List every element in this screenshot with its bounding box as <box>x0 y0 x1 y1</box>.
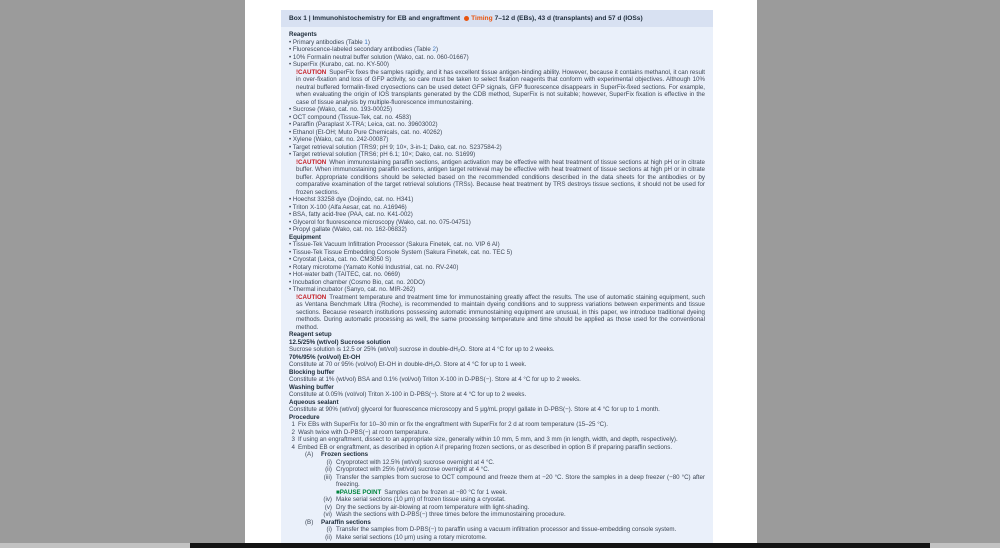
procedure-step <box>289 421 705 429</box>
subsection-heading <box>289 354 705 362</box>
text-run: • Triton X-100 (Alfa Aesar, cat. no. A16946) <box>289 203 407 211</box>
line-marker: (iii) <box>323 473 332 481</box>
text-run: Equipment <box>289 233 321 241</box>
list-item <box>289 106 705 114</box>
text-run: • SuperFix (Kurabo, cat. no. KY-500) <box>289 61 389 68</box>
line-text <box>336 511 705 519</box>
text-run: Blocking buffer <box>289 368 335 376</box>
text-run: • Hot-water bath (TAITEC, cat. no. 0669) <box>289 271 401 278</box>
list-item <box>289 114 705 122</box>
timing-label: Timing <box>471 15 493 22</box>
text-run: 12.5/25% (wt/vol) Sucrose solution <box>289 338 391 346</box>
line-marker: 3 <box>291 436 295 443</box>
list-item <box>289 144 705 152</box>
section-heading <box>289 414 705 422</box>
option-heading <box>305 451 705 459</box>
timing-clock-icon <box>464 16 469 21</box>
text-run: Transfer the samples from sucrose to OCT compound and freeze them at −20 °C. Store the samples in a deep freezer (−80 °C) after freezing. <box>336 473 705 488</box>
procedure-step <box>289 444 705 452</box>
list-item <box>289 129 705 137</box>
procedure-substep <box>316 459 705 467</box>
text-run: Cryoprotect with 25% (wt/vol) sucrose overnight at 4 °C. <box>336 466 490 473</box>
text-run: Sucrose solution is 12.5 or 25% (wt/vol) sucrose in double-dH₂O. Store at 4 °C for up to 2 weeks. <box>289 346 555 353</box>
setup-paragraph <box>289 361 705 369</box>
line-text <box>336 496 705 504</box>
line-marker: (i) <box>326 458 332 466</box>
box-body <box>281 27 713 548</box>
section-heading <box>289 331 705 339</box>
list-item <box>289 256 705 264</box>
text-run: Wash twice with D-PBS(−) at room temperature. <box>298 428 430 436</box>
section-heading <box>289 31 705 39</box>
text-run: • Target retrieval solution (TRS6; pH 6.1; 10×; Dako, cat. no. S1699) <box>289 151 476 158</box>
text-run: ) <box>435 46 439 53</box>
text-run: Aqueous sealant <box>289 398 339 406</box>
text-run: ) <box>367 38 370 46</box>
text-run: • Fluorescence-labeled secondary antibodies (Table <box>289 46 433 53</box>
line-text <box>321 451 705 459</box>
text-run: Embed EB or engraftment, as described in option A if preparing frozen sections, or as described in option B if preparing paraffin sections. <box>298 443 673 451</box>
procedure-substep <box>316 534 705 542</box>
line-text <box>336 466 705 474</box>
procedure-substep <box>316 474 705 489</box>
text-run: • Paraffin (Paraplast X-TRA; Leica, cat. no. 39603002) <box>289 121 438 128</box>
table-link[interactable]: 2 <box>432 46 436 53</box>
pause-point <box>336 489 705 497</box>
procedure-substep <box>316 496 705 504</box>
list-item <box>289 211 705 219</box>
box-title: Box 1 | Immunohistochemistry for EB and engraftment <box>289 15 461 22</box>
caution-note <box>289 69 705 107</box>
procedure-step <box>289 436 705 444</box>
list-item <box>289 46 705 54</box>
caution-note <box>289 159 705 197</box>
text-run: Washing buffer <box>289 383 334 391</box>
subsection-heading <box>289 399 705 407</box>
line-marker: (i) <box>326 526 332 533</box>
caution-label: !CAUTION <box>296 68 327 76</box>
line-text <box>336 504 705 512</box>
caution-label: !CAUTION <box>296 158 327 166</box>
text-run: • 10% Formalin neutral buffer solution (Wako, cat. no. 060-01667) <box>289 53 469 61</box>
list-item <box>289 136 705 144</box>
list-item <box>289 286 705 294</box>
text-run: • Incubation chamber (Cosmo Bio, cat. no. 20DO) <box>289 278 425 286</box>
text-run: • Hoechst 33258 dye (Dojindo, cat. no. H341) <box>289 196 414 203</box>
line-text <box>321 519 705 527</box>
list-item <box>289 151 705 159</box>
list-item <box>289 226 705 234</box>
text-run: • Sucrose (Wako, cat. no. 193-00025) <box>289 106 393 113</box>
text-run: Frozen sections <box>321 451 369 458</box>
text-run: • Target retrieval solution (TRS9; pH 9; 10×, 3-in-1; Dako, cat. no. S237584-2) <box>289 143 502 151</box>
window-bottom-bar <box>190 543 930 548</box>
setup-paragraph <box>289 406 705 414</box>
text-run: Transfer the samples from D-PBS(−) to paraffin using a vacuum infiltration processor and tissue-embedding console system. <box>336 526 677 533</box>
setup-paragraph <box>289 391 705 399</box>
text-run: Wash the sections with D-PBS(−) three times before the immunostaining procedure. <box>336 511 566 518</box>
procedure-substep <box>316 526 705 534</box>
list-item <box>289 264 705 272</box>
procedure-substep <box>316 511 705 519</box>
text-run: Reagent setup <box>289 331 332 338</box>
text-run: • Rotary microtome (Yamato Kohki Industrial, cat. no. RV-240) <box>289 263 459 271</box>
document-page <box>245 0 757 548</box>
text-run: • OCT compound (Tissue-Tek, cat. no. 4583) <box>289 113 412 121</box>
line-text <box>336 526 705 534</box>
text-run: • Tissue-Tek Tissue Embedding Console System (Sakura Finetek, cat. no. TEC 5) <box>289 248 513 256</box>
line-marker: (ii) <box>325 466 332 473</box>
subsection-heading <box>289 339 705 347</box>
text-run: Dry the sections by air-blowing at room temperature with light-shading. <box>336 503 530 511</box>
line-text <box>298 444 705 452</box>
text-run: Fix EBs with SuperFix for 10–30 min or fix the engraftment with SuperFix for 2 d at room temperature (15–25 °C). <box>298 421 608 428</box>
list-item <box>289 121 705 129</box>
text-run: • Primary antibodies (Table <box>289 38 365 46</box>
text-run: Constitute at 0.05% (vol/vol) Triton X-100 in D-PBS(−). Store at 4 °C for up to 2 weeks. <box>289 391 527 398</box>
text-run: Reagents <box>289 31 317 38</box>
setup-paragraph <box>289 346 705 354</box>
line-marker: 1 <box>291 421 295 428</box>
text-run: • Tissue-Tek Vacuum Infiltration Processor (Sakura Finetek, cat. no. VIP 6 AI) <box>289 241 500 248</box>
list-item <box>289 241 705 249</box>
line-marker: (ii) <box>325 533 332 541</box>
text-run: Cryoprotect with 12.5% (wt/vol) sucrose overnight at 4 °C. <box>336 458 495 466</box>
text-run: Paraffin sections <box>321 518 371 526</box>
setup-paragraph <box>289 376 705 384</box>
section-heading <box>289 234 705 242</box>
table-link[interactable]: 1 <box>364 38 368 46</box>
line-text <box>336 459 705 467</box>
line-marker: (A) <box>305 451 314 458</box>
line-marker: 2 <box>291 428 295 436</box>
text-run: • Thermal incubator (Sanyo, cat. no. MIR-262) <box>289 286 416 293</box>
list-item <box>289 61 705 69</box>
list-item <box>289 249 705 257</box>
text-run: • Glycerol for fluorescence microscopy (Wako, cat. no. 075-04751) <box>289 218 471 226</box>
timing-text: 7–12 d (EBs), 43 d (transplants) and 57 d (IOSs) <box>494 15 643 22</box>
list-item <box>289 54 705 62</box>
line-marker: (B) <box>305 518 314 526</box>
text-run: If using an engraftment, dissect to an appropriate size, generally within 10 mm, 5 mm, and 3 mm (in length, width, and depth, respectively). <box>298 436 678 443</box>
list-item <box>289 196 705 204</box>
line-marker: (iv) <box>323 496 332 503</box>
pause-square-icon: ■ <box>336 488 340 496</box>
line-text <box>336 474 705 489</box>
text-run: Constitute at 70 or 95% (vol/vol) Et-OH in double-dH₂O. Store at 4 °C for up to 1 week. <box>289 361 527 368</box>
text-run: 70%/95% (vol/vol) Et-OH <box>289 353 361 361</box>
text-run: Treatment temperature and treatment time for immunostaining greatly affect the results. The use of automatic staining equipment, such as Ventana Benchmark Ultra (Roche), is recommended to maintain dyeing conditions and to suppress variations between experiments and tissue sections. Because research institutions possessing automatic immunostaining equipment are unusual, in this paper, we introduce traditional dyeing methods. During automatic processing as well, the same processing temperature and time should be applied as those used for the conventional method. <box>296 293 705 331</box>
list-item <box>289 279 705 287</box>
text-run: • Xylene (Wako, cat. no. 242-00087) <box>289 136 389 143</box>
text-run: Procedure <box>289 413 320 421</box>
procedure-substep <box>316 466 705 474</box>
text-run: • Cryostat (Leica, cat. no. CM3050 S) <box>289 256 392 263</box>
caution-label: !CAUTION <box>296 293 327 301</box>
option-heading <box>305 519 705 527</box>
line-marker: (v) <box>324 503 332 511</box>
line-marker: 4 <box>291 443 295 451</box>
list-item <box>289 271 705 279</box>
line-text <box>336 534 705 542</box>
procedure-substep <box>316 504 705 512</box>
text-run: SuperFix fixes the samples rapidly, and it has excellent tissue antigen-binding ability. However, because it contains methanol, it can result in over-fixation and loss of GFP activity, so care must be taken to select fixation reagents that conform with experimental objectives. Although 10% neutral buffered formalin-fixed cryosections can be used detect GFP signals, GFP fluorescence disappears in SuperFix-fixed sections. For example, when evaluating the origin of IOS transplants generated by the CDB method, SuperFix is not suitable; however, SuperFix fixation is effective in the case of tissue analysis by multiple-fluorescence immunostaining. <box>296 68 705 106</box>
text-run: • Propyl gallate (Wako, cat. no. 162-06832) <box>289 226 407 233</box>
text-run: When immunostaining paraffin sections, antigen activation may be effective with heat treatment of tissue sections at high pH or in citrate buffer. When immunostaining paraffin sections, antigen target retrieval may be effective with heat treatment of tissue sections at high pH or in citrate buffer. Appropriate conditions should be selected based on the recommended conditions described in the data sheets for the antibodies or by comparative examination of the target retrieval solutions (TRSs). Because heat treatment by TRS destroys tissue sections, it should not be used for frozen sections. <box>296 158 705 196</box>
text-run: Make serial sections (10 μm) of frozen tissue using a cryostat. <box>336 496 506 503</box>
procedure-step <box>289 429 705 437</box>
box-header <box>281 10 713 27</box>
text-run: Constitute at 1% (wt/vol) BSA and 0.1% (vol/vol) Triton X-100 in D-PBS(−). Store at 4 °C for up to 2 weeks. <box>289 376 581 383</box>
line-text <box>298 421 705 429</box>
line-marker: (vi) <box>323 511 332 518</box>
list-item <box>289 204 705 212</box>
text-run: Constitute at 90% (wt/vol) glycerol for fluorescence microscopy and 5 μg/mL propyl gallate in D-PBS(−). Store at 4 °C for up to 1 month. <box>289 406 660 413</box>
list-item <box>289 39 705 47</box>
text-run: Samples can be frozen at −80 °C for 1 week. <box>384 488 508 496</box>
line-text <box>298 436 705 444</box>
text-run: • BSA, fatty acid-free (PAA, cat. no. K41-002) <box>289 211 413 218</box>
subsection-heading <box>289 384 705 392</box>
line-text <box>298 429 705 437</box>
subsection-heading <box>289 369 705 377</box>
caution-note <box>289 294 705 332</box>
pause-label: PAUSE POINT <box>339 488 382 496</box>
list-item <box>289 219 705 227</box>
text-run: Make serial sections (10 μm) using a rotary microtome. <box>336 533 487 541</box>
protocol-box <box>281 10 713 548</box>
text-run: • Ethanol (Et-OH; Muto Pure Chemicals, cat. no. 40262) <box>289 128 443 136</box>
